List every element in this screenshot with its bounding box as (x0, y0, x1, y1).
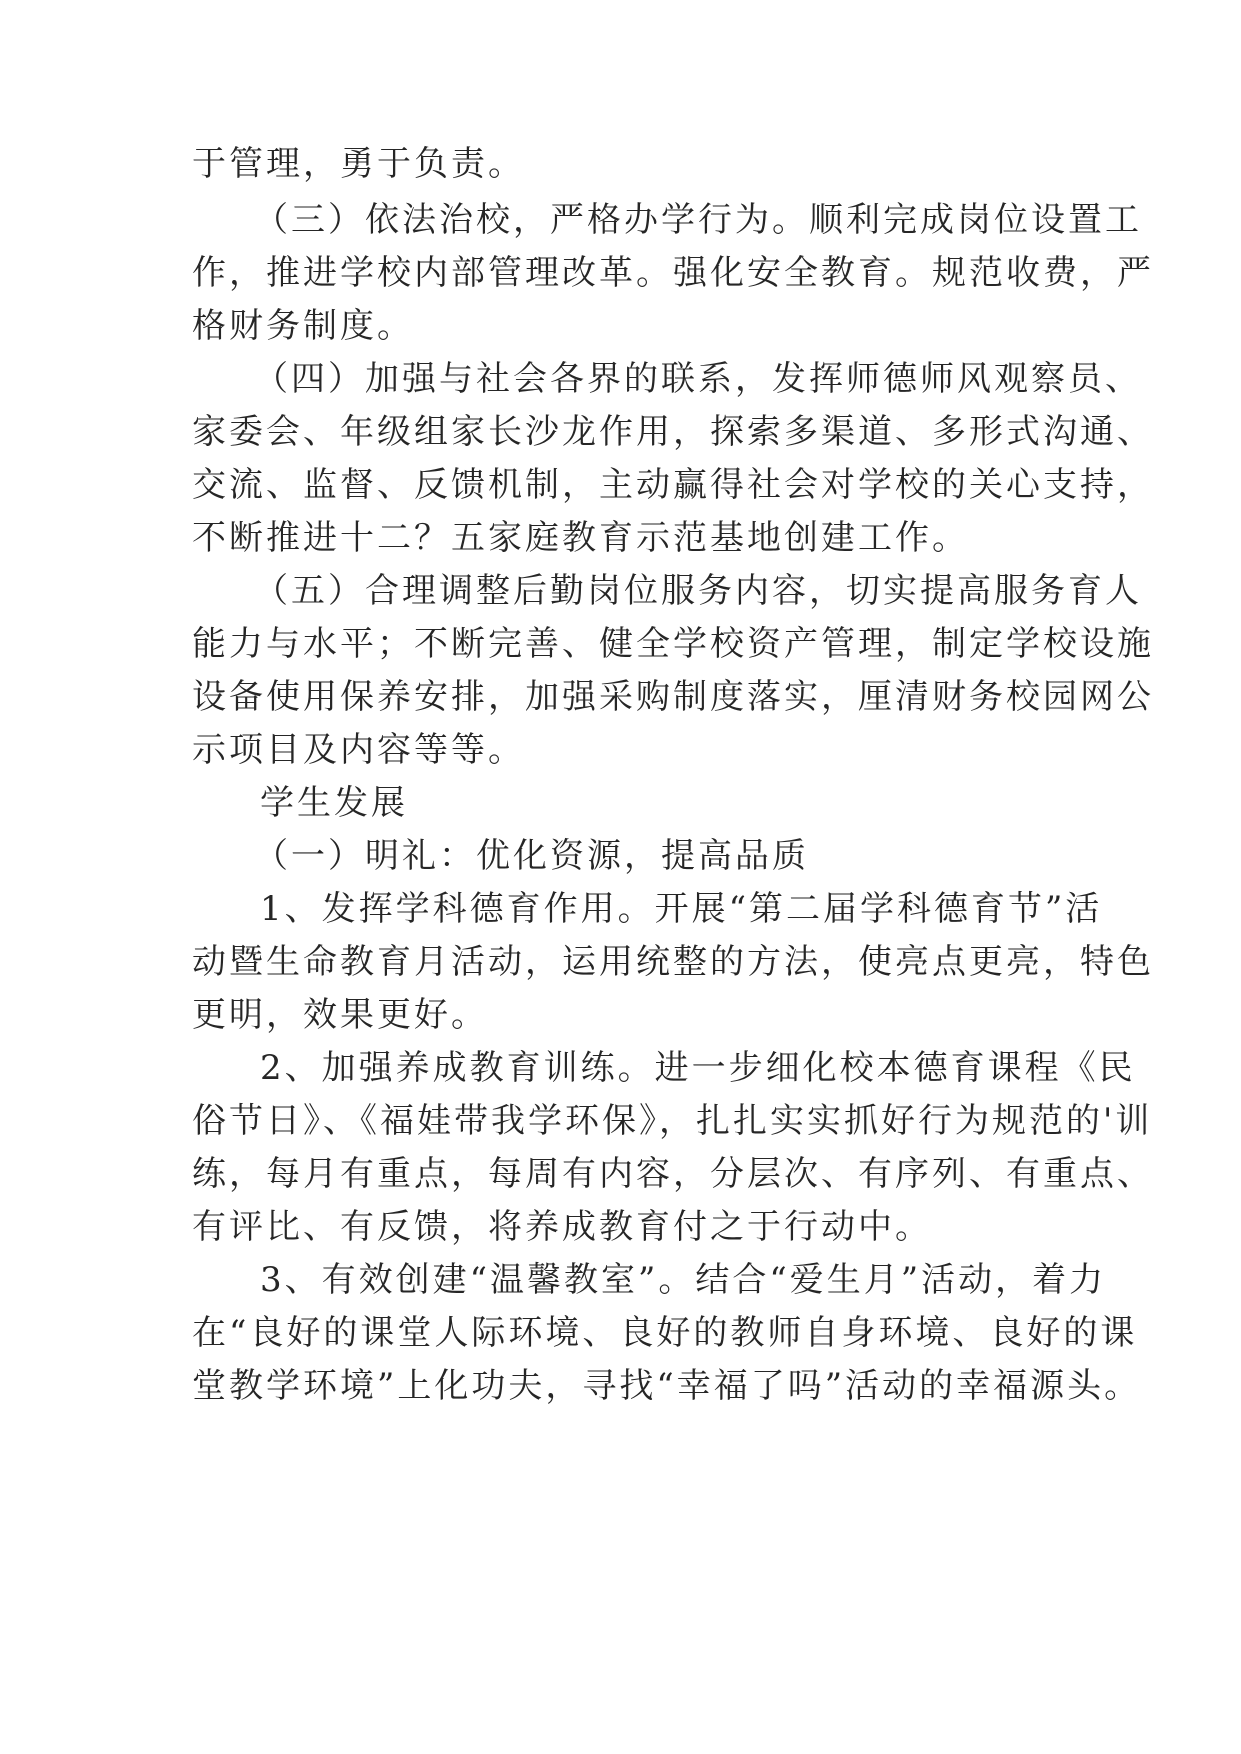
paragraph-line: 设备使用保养安排，加强采购制度落实，厘清财务校园网公 (192, 677, 1154, 717)
paragraph-line: 更明，效果更好。 (192, 995, 488, 1035)
paragraph-line: 1、发挥学科德育作用。开展“第二届学科德育节”活 (260, 889, 1103, 929)
paragraph-line: 俗节日》、《福娃带我学环保》，扎扎实实抓好行为规范的'训 (192, 1101, 1153, 1141)
paragraph-line: 示项目及内容等等。 (192, 730, 525, 770)
paragraph-line: 练，每月有重点，每周有内容，分层次、有序列、有重点、 (192, 1154, 1154, 1194)
paragraph-line: 堂教学环境”上化功夫，寻找“幸福了吗”活动的幸福源头。 (192, 1366, 1142, 1406)
paragraph-line: 在“良好的课堂人际环境、良好的教师自身环境、良好的课 (192, 1313, 1138, 1353)
paragraph-line: 作，推进学校内部管理改革。强化安全教育。规范收费，严 (192, 253, 1154, 293)
paragraph-line: 有评比、有反馈，将养成教育付之于行动中。 (192, 1207, 932, 1247)
paragraph-line: （三）依法治校，严格办学行为。顺利完成岗位设置工 (254, 200, 1142, 240)
paragraph-line: 交流、监督、反馈机制，主动赢得社会对学校的关心支持， (192, 465, 1154, 505)
paragraph-line: （五）合理调整后勤岗位服务内容，切实提高服务育人 (254, 571, 1142, 611)
paragraph-line: 动暨生命教育月活动，运用统整的方法，使亮点更亮，特色 (192, 942, 1154, 982)
paragraph-line: 格财务制度。 (192, 306, 414, 346)
subsection-heading: （一）明礼：优化资源，提高品质 (254, 836, 809, 876)
paragraph-line: 于管理，勇于负责。 (192, 144, 525, 184)
paragraph-line: 3、有效创建“温馨教室”。结合“爱生月”活动，着力 (260, 1260, 1107, 1300)
paragraph-line: （四）加强与社会各界的联系，发挥师德师风观察员、 (254, 359, 1142, 399)
section-heading: 学生发展 (260, 783, 408, 823)
paragraph-line: 能力与水平；不断完善、健全学校资产管理，制定学校设施 (192, 624, 1154, 664)
paragraph-line: 家委会、年级组家长沙龙作用，探索多渠道、多形式沟通、 (192, 412, 1154, 452)
paragraph-line: 2、加强养成教育训练。进一步细化校本德育课程《民 (260, 1048, 1136, 1088)
paragraph-line: 不断推进十二？五家庭教育示范基地创建工作。 (192, 518, 969, 558)
